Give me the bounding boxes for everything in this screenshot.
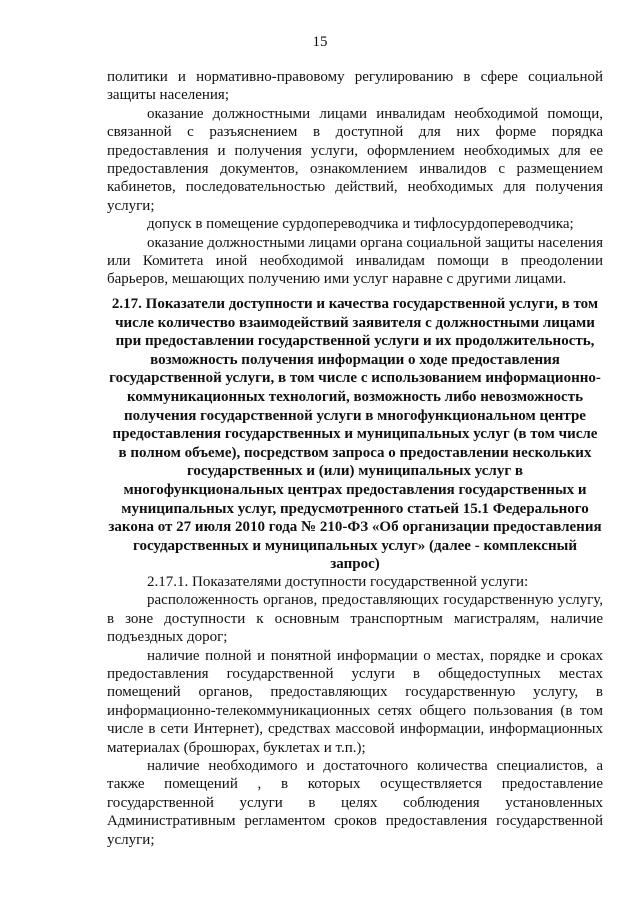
section-heading-block <box>107 295 603 574</box>
paragraph: оказание должностными лицами органа социальной защиты населения или Комитета иной необходимой инвалидам помощи в преодолении барьеров, мешающих получению ими услуг наравне с другими лицами. <box>107 234 603 288</box>
intro-text <box>107 68 603 289</box>
paragraph: наличие полной и понятной информации о местах, порядке и сроках предоставления государственной услуги в общедоступных местах помещений органов, предоставляющих государственную услугу, в информационно-телекоммуникационных сетях общего пользования (в том числе в сети Интернет), средствах массовой информации, информационных материалах (брошюрах, буклетах и т.п.); <box>107 647 603 756</box>
section-heading: 2.17. Показатели доступности и качества государственной услуги, в том числе количество взаимодействий заявителя с должностными лицами при предоставлении государственной услуги и их продолжительность, возможность получения информации о ходе предоставления государственной услуги, в том числе с использованием информационно-коммуникационных технологий, возможность либо невозможность получения государственной услуги в многофункциональном центре предоставления государственных и муниципальных услуг (в том числе в полном объеме), посредством запроса о предоставлении нескольких государственных и (или) муниципальных услуг в многофункциональных центрах предоставления государственных и муниципальных услуг, предусмотренного статьей 15.1 Федерального закона от 27 июля 2010 года № 210-ФЗ «Об организации предоставления государственных и муниципальных услуг» (далее - комплексный запрос) <box>108 296 602 573</box>
paragraph: политики и нормативно-правовому регулированию в сфере социальной защиты населения; <box>107 69 603 104</box>
paragraph: оказание должностными лицами инвалидам необходимой помощи, связанной с разъяснением в доступной для них форме порядка предоставления и получения услуги, оформлением необходимых для ее предоставления документов, ознакомлением инвалидов с размещением кабинетов, последовательностью действий, необходимых для получения услуги; <box>107 105 603 214</box>
page-number: 15 <box>312 34 328 50</box>
section-text <box>107 573 603 849</box>
paragraph: 2.17.1. Показателями доступности государственной услуги: <box>147 574 529 590</box>
paragraph: допуск в помещение сурдопереводчика и тифлосурдопереводчика; <box>147 216 574 233</box>
paragraph: наличие необходимого и достаточного количества специалистов, а также помещений , в которых осуществляется предоставление государственной услуги в целях соблюдения установленных Административным регламентом сроков предоставления государственной услуги; <box>107 758 603 848</box>
paragraph: расположенность органов, предоставляющих государственную услугу, в зоне доступности к основным транспортным магистралям, наличие подъездных дорог; <box>107 592 603 646</box>
